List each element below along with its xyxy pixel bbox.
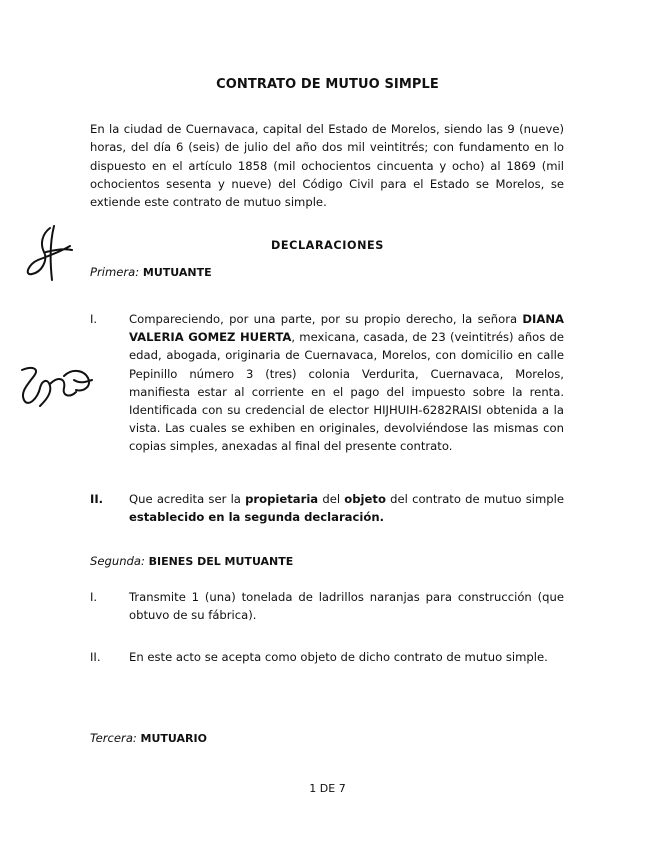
- signature-icon: [14, 362, 106, 414]
- tercera-label: Tercera:: [90, 731, 137, 745]
- primera-label: Primera:: [90, 265, 140, 279]
- item-text: del contrato de mutuo simple: [385, 492, 564, 506]
- primera-value: MUTUANTE: [142, 266, 212, 279]
- intro-paragraph: En la ciudad de Cuernavaca, capital del Estado de Morelos, siendo las 9 (nueve) horas, del día 6 (seis) de julio del año dos mil veintitrés; con fundamento en lo dispuesto en el artículo 1858 (mil ochocientos cincuenta y ocho) al 1869 (mil ochocientos sesenta y nueve) del Código Civil para el Estado se Morelos, se extiende este contrato de mutuo simple.: [90, 122, 564, 210]
- item-number: II.: [90, 650, 101, 664]
- document-title: CONTRATO DE MUTUO SIMPLE: [216, 77, 439, 92]
- tercera-subheading: [90, 731, 207, 745]
- segunda-subheading: [90, 554, 293, 568]
- item-text: , mexicana, casada, de 23 (veintitrés) años de edad, abogada, originaria de Cuernavaca, Morelos, con domicilio en calle Pepinillo número 3 (tres) colonia Verdurita, Cuernavaca, Morelos, manifiesta estar al corriente en el pago del impuesto sobre la renta. Identificada con su credencial de elector HIJHUIH-6282RAISI obtenida a la vista. Las cuales se exhiben en originales, devolviéndose las mismas con copias simples, anexadas al final del presente contrato.: [129, 330, 564, 454]
- item-text: Transmite 1 (una) tonelada de ladrillos naranjas para construcción (que obtuvo de su fábrica).: [129, 590, 564, 623]
- page-number: 1 DE 7: [309, 782, 346, 795]
- item-bold-text: propietaria: [245, 492, 319, 506]
- segunda-item-1: [90, 588, 564, 624]
- mutuante-name: DIANA VALERIA GOMEZ HUERTA: [129, 312, 564, 345]
- item-text: En este acto se acepta como objeto de dicho contrato de mutuo simple.: [129, 650, 548, 664]
- primera-item-2: [90, 490, 564, 526]
- signature-icon: [20, 222, 76, 286]
- segunda-label: Segunda:: [90, 554, 145, 568]
- item-number: I.: [90, 590, 98, 604]
- tercera-value: MUTUARIO: [140, 732, 207, 745]
- item-text: Que acredita ser la: [129, 492, 246, 506]
- segunda-item-2: [90, 648, 564, 666]
- primera-item-1: [90, 310, 564, 456]
- segunda-value: BIENES DEL MUTUANTE: [148, 555, 294, 568]
- item-number: I.: [90, 312, 98, 326]
- item-number: II.: [90, 492, 104, 506]
- item-text: Compareciendo, por una parte, por su propio derecho, la señora: [129, 312, 523, 326]
- item-text: del: [318, 492, 345, 506]
- declaraciones-heading: DECLARACIONES: [271, 239, 384, 252]
- item-bold-text: objeto: [344, 492, 386, 506]
- primera-subheading: [90, 265, 212, 279]
- item-bold-text: establecido en la segunda declaración.: [129, 510, 384, 525]
